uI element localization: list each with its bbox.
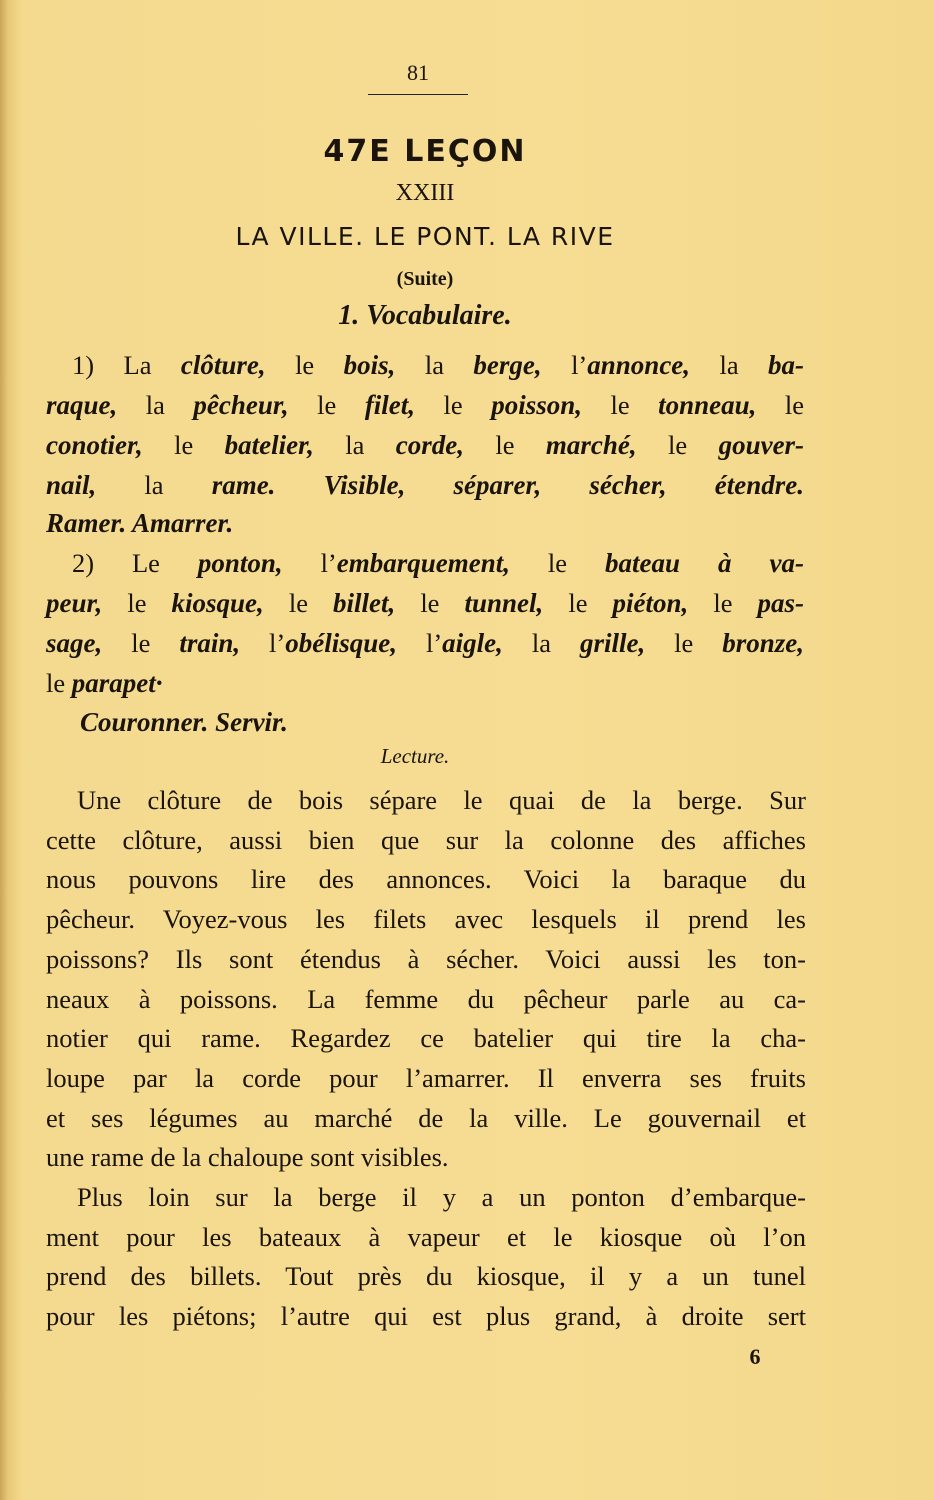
- vocabulary-term: clôture,: [180, 350, 266, 380]
- vocabulary-term: rame.: [211, 470, 276, 500]
- text-segment: le: [263, 588, 334, 618]
- text-segment: le: [46, 668, 72, 698]
- vocabulary-term: parapet·: [71, 668, 163, 698]
- vocabulary-term: Visible,: [323, 470, 406, 500]
- reading-line: neaux à poissons. La femme du pêcheur parle au ca-: [46, 983, 806, 1014]
- vocabulary-line: [72, 345, 804, 385]
- text-segment: le: [415, 390, 492, 420]
- text-segment: le: [102, 628, 180, 658]
- vocabulary-term: pêcheur,: [193, 390, 289, 420]
- lesson-subtitle: LA VILLE. LE PONT. LA RIVE: [235, 222, 615, 251]
- reading-line: Plus loin sur la berge il y a un ponton d’embarque-: [77, 1182, 806, 1212]
- vocabulary-term: tonneau,: [658, 390, 757, 420]
- vocabulary-term: poisson,: [491, 390, 582, 420]
- text-segment: le: [510, 548, 605, 578]
- chapter-numeral: XXIII: [395, 180, 455, 206]
- reading-line: nous pouvons lire des annonces. Voici la baraque du: [46, 864, 806, 895]
- text-segment: le: [581, 390, 659, 420]
- vocabulary-line: [46, 623, 804, 663]
- page-number: 81: [407, 60, 429, 85]
- signature-mark: 6: [749, 1344, 761, 1369]
- reading-line: cette clôture, aussi bien que sur la colonne des affiches: [46, 824, 806, 855]
- text-segment: le: [645, 628, 723, 658]
- text-segment: le: [142, 430, 225, 460]
- vocabulary-term: ba-: [768, 350, 805, 380]
- text-segment: le: [102, 588, 172, 618]
- text-segment: la: [502, 628, 580, 658]
- reading-line: pêcheur. Voyez-vous les filets avec lesquels il prend les: [46, 904, 806, 935]
- vocabulary-term: corde,: [395, 430, 465, 460]
- reading-line: prend des billets. Tout près du kiosque, il y a un tunel: [46, 1261, 806, 1292]
- vocabulary-term: conotier,: [46, 430, 143, 460]
- vocabulary-term: raque,: [46, 390, 118, 420]
- vocabulary-term: annonce,: [587, 350, 691, 380]
- vocabulary-term: grille,: [579, 628, 646, 658]
- text-segment: l’: [541, 350, 588, 380]
- vocabulary-line: [46, 425, 804, 465]
- reading-line: et ses légumes au marché de la ville. Le gouvernail et: [46, 1102, 806, 1133]
- suite-label: (Suite): [396, 268, 454, 290]
- text-segment: la: [96, 470, 212, 500]
- vocabulary-term: Ramer. Amarrer.: [46, 508, 234, 538]
- vocabulary-line: [72, 543, 804, 583]
- vocabulary-line: [46, 385, 804, 425]
- text-segment: le: [543, 588, 613, 618]
- text-segment: l’: [240, 628, 286, 658]
- text-segment: le: [464, 430, 546, 460]
- reading-line: ment pour les bateaux à vapeur et le kiosque où l’on: [46, 1221, 806, 1252]
- text-segment: l’: [282, 548, 337, 578]
- vocabulary-term: train,: [179, 628, 241, 658]
- reading-line: pour les piétons; l’autre qui est plus grand, à droite sert: [46, 1301, 806, 1332]
- vocabulary-line: [46, 583, 804, 623]
- vocabulary-term: pas-: [757, 588, 805, 618]
- text-segment: 2) Le: [72, 548, 198, 578]
- section-title: 1. Vocabulaire.: [338, 300, 512, 331]
- vocabulary-term: séparer,: [453, 470, 542, 500]
- vocabulary-term: bois,: [343, 350, 396, 380]
- text-segment: la: [117, 390, 194, 420]
- text-segment: la: [690, 350, 769, 380]
- vocabulary-term: tunnel,: [464, 588, 544, 618]
- vocabulary-term: filet,: [364, 390, 416, 420]
- reading-line: loupe par la corde pour l’amarrer. Il enverra ses fruits: [46, 1062, 806, 1093]
- vocabulary-term: obélisque,: [285, 628, 397, 658]
- vocabulary-term: bateau à va-: [604, 548, 805, 578]
- page-number-rule: [368, 94, 468, 95]
- reading-line: notier qui rame. Regardez ce batelier qui tire la cha-: [46, 1023, 806, 1054]
- vocabulary-line: [46, 465, 804, 505]
- vocabulary-term: Couronner. Servir.: [80, 707, 288, 737]
- vocabulary-term: billet,: [333, 588, 396, 618]
- text-segment: [667, 470, 715, 500]
- reading-line: poissons? Ils sont étendus à sécher. Voici aussi les ton-: [46, 943, 806, 974]
- vocabulary-term: kiosque,: [171, 588, 264, 618]
- vocabulary-term: batelier,: [224, 430, 314, 460]
- vocabulary-term: sage,: [46, 628, 103, 658]
- text-segment: 1) La: [72, 350, 181, 380]
- text-segment: le: [636, 430, 719, 460]
- vocabulary-term: ponton,: [197, 548, 283, 578]
- text-segment: le: [756, 390, 805, 420]
- text-segment: l’: [397, 628, 443, 658]
- vocabulary-line: [46, 663, 804, 703]
- text-segment: le: [288, 390, 365, 420]
- vocabulary-term: nail,: [46, 470, 97, 500]
- text-segment: [275, 470, 323, 500]
- text-segment: le: [395, 588, 465, 618]
- reading-line: Une clôture de bois sépare le quai de la berge. Sur: [77, 785, 806, 815]
- text-segment: le: [688, 588, 758, 618]
- vocabulary-term: bronze,: [722, 628, 805, 658]
- vocabulary-line: [80, 702, 804, 742]
- vocabulary-term: gouver-: [718, 430, 805, 460]
- vocabulary-term: sécher,: [589, 470, 667, 500]
- vocabulary-term: berge,: [473, 350, 542, 380]
- vocabulary-term: embarquement,: [336, 548, 511, 578]
- text-segment: la: [313, 430, 396, 460]
- vocabulary-term: étendre.: [714, 470, 804, 500]
- vocabulary-term: piéton,: [612, 588, 689, 618]
- vocabulary-line: [46, 503, 804, 543]
- lesson-title: 47E LEÇON: [323, 134, 527, 169]
- text-segment: [541, 470, 589, 500]
- vocabulary-term: aigle,: [442, 628, 503, 658]
- vocabulary-term: peur,: [46, 588, 103, 618]
- vocabulary-term: marché,: [545, 430, 637, 460]
- reading-line: une rame de la chaloupe sont visibles.: [46, 1142, 449, 1173]
- text-segment: le: [265, 350, 344, 380]
- text-segment: la: [395, 350, 474, 380]
- reading-title: Lecture.: [380, 744, 450, 768]
- text-segment: [405, 470, 453, 500]
